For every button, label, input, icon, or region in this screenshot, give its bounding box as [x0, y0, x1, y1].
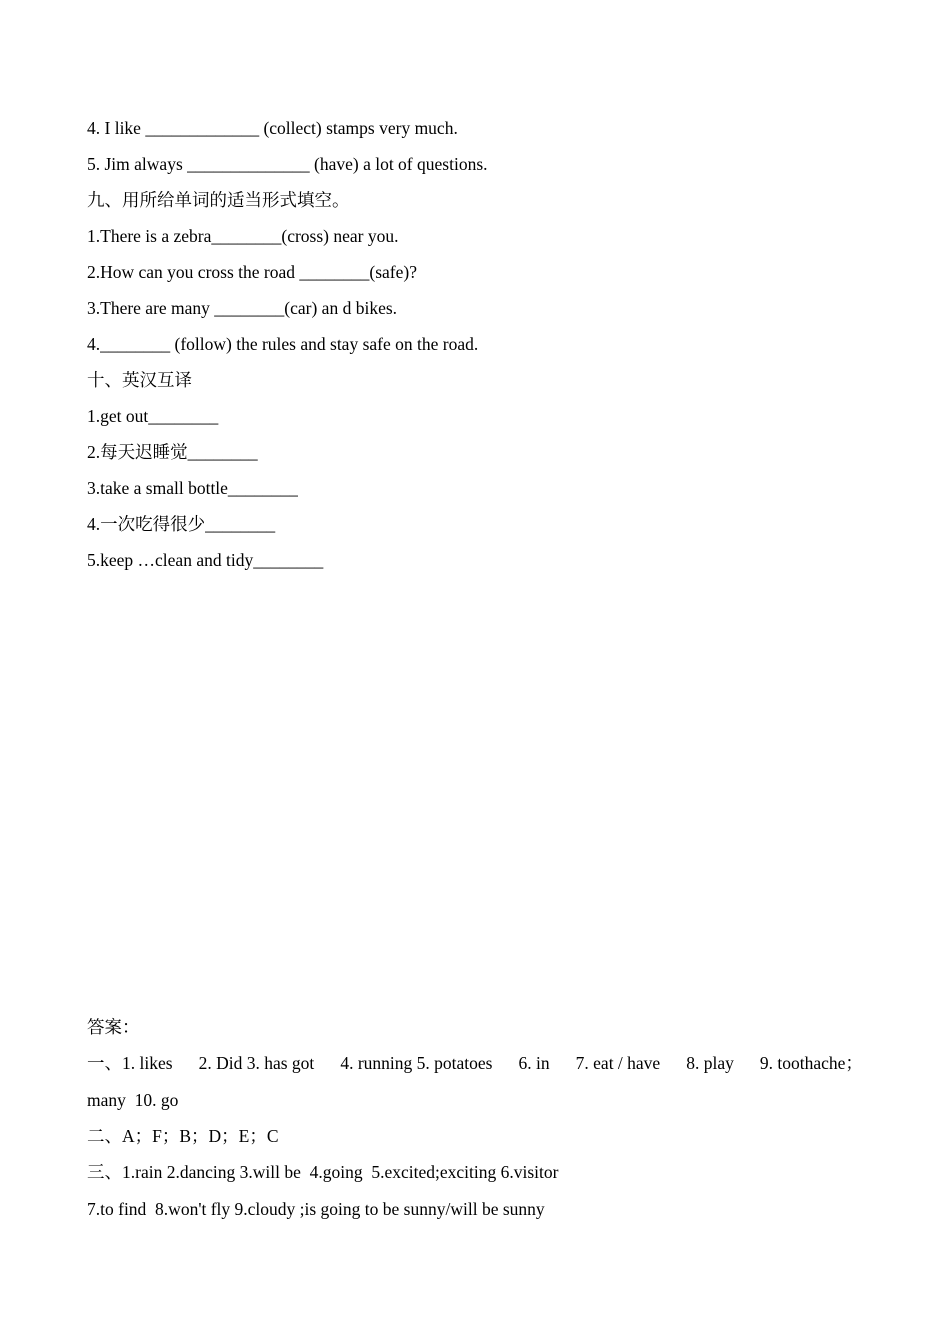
answer-item: 6. in	[518, 1053, 550, 1073]
exercise-line: 2.How can you cross the road ________(safe)?	[87, 262, 417, 282]
exercise-line: 4.一次吃得很少________	[87, 514, 276, 534]
section-heading: 十、英汉互译	[87, 370, 192, 390]
exercise-line: 2.每天迟睡觉________	[87, 442, 258, 462]
answers-line-5: 7.to find 8.won't fly 9.cloudy ;is going to be sunny/will be sunny	[87, 1199, 545, 1219]
exercise-line: 3.There are many ________(car) an d bikes.	[87, 298, 398, 318]
answer-item: 4. running 5. potatoes	[340, 1053, 493, 1073]
answers-line-2: many 10. go	[87, 1090, 179, 1110]
answer-item: 一、1. likes	[87, 1053, 173, 1073]
answer-item: 8. play	[686, 1053, 734, 1073]
answer-item: 9. toothache；	[759, 1053, 863, 1073]
exercise-line: 4.________ (follow) the rules and stay safe on the road.	[87, 334, 479, 354]
exercise-line: 5.keep …clean and tidy________	[87, 550, 324, 570]
exercise-line: 1.There is a zebra________(cross) near you.	[87, 226, 399, 246]
answers-line-1	[87, 1051, 863, 1075]
answers-line-3: 二、A；F；B；D；E；C	[87, 1126, 279, 1146]
answer-item: 2. Did 3. has got	[198, 1053, 315, 1073]
exercise-line: 5. Jim always ______________ (have) a lot of questions.	[87, 154, 488, 174]
answers-line-4: 三、1.rain 2.dancing 3.will be 4.going 5.excited;exciting 6.visitor	[87, 1162, 559, 1182]
exercise-line: 3.take a small bottle________	[87, 478, 298, 498]
exercise-line: 4. I like _____________ (collect) stamps very much.	[87, 118, 458, 138]
answer-item: 7. eat / have	[575, 1053, 661, 1073]
section-heading: 九、用所给单词的适当形式填空。	[87, 190, 350, 210]
exercise-line: 1.get out________	[87, 406, 219, 426]
answers-title: 答案：	[87, 1017, 140, 1037]
